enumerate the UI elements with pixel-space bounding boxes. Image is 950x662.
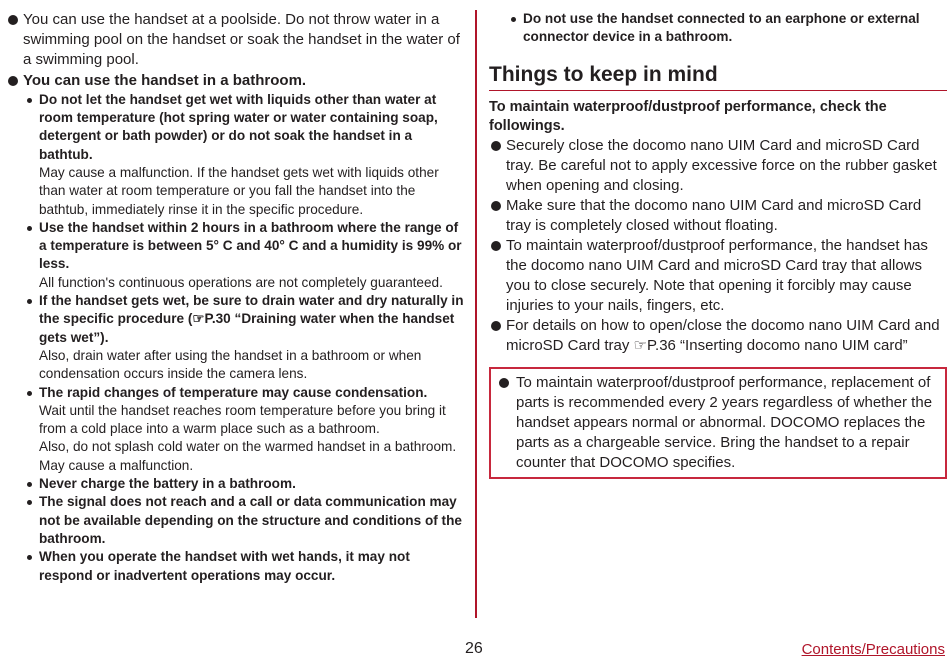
sub-item-body: Wait until the handset reaches room temperature before you bring it from a cold place into a warm place such as a bathroom. <box>39 402 446 437</box>
list-item <box>489 316 947 356</box>
list-item <box>489 196 947 236</box>
bullet-text: To maintain waterproof/dustproof performance, the handset has the docomo nano UIM Card and microSD Card tray that allows you to close securely. Note that opening it forcibly may cause injuries to your nails, fingers, etc. <box>506 236 928 314</box>
sub-item <box>8 475 466 493</box>
sub-item-body: May cause a malfunction. <box>39 457 194 473</box>
page-number: 26 <box>465 640 483 657</box>
sub-bullet-icon <box>27 98 32 103</box>
sub-item <box>8 91 466 219</box>
sub-bullet-icon <box>27 482 32 487</box>
sub-bullet-icon <box>27 299 32 304</box>
left-column <box>8 10 466 585</box>
sub-item-body: Also, drain water after using the handset in a bathroom or when condensation occurs inside the camera lens. <box>39 347 422 382</box>
sub-item <box>8 493 466 548</box>
bullet-icon <box>491 141 501 151</box>
column-divider <box>475 10 477 618</box>
bullet-icon <box>8 76 18 86</box>
sub-item <box>489 10 947 47</box>
section-heading: Things to keep in mind <box>489 62 947 91</box>
list-item <box>489 236 947 316</box>
sub-item-title: Do not let the handset get wet with liquids other than water at room temperature (hot spring water or water containing soap, detergent or bath powder) or do not soak the handset in a bathtub. <box>39 91 438 162</box>
sub-bullet-icon <box>27 391 32 396</box>
list-item <box>497 373 939 473</box>
sub-item-title: Do not use the handset connected to an earphone or external connector device in a bathroom. <box>523 11 920 45</box>
sub-item-body: Also, do not splash cold water on the warmed handset in a bathroom. <box>39 439 457 455</box>
bullet-text: You can use the handset in a bathroom. <box>23 71 307 89</box>
bullet-text: You can use the handset at a poolside. Do not throw water in a swimming pool on the handset or soak the handset in the water of a swimming pool. <box>23 11 460 69</box>
sub-item <box>8 384 466 475</box>
contents-precautions-link[interactable]: Contents/Precautions <box>801 641 945 658</box>
list-item <box>8 10 466 71</box>
sub-item <box>8 292 466 383</box>
bullet-icon <box>491 321 501 331</box>
bullet-text: Make sure that the docomo nano UIM Card and microSD Card tray is completely closed without floating. <box>506 196 922 234</box>
sub-item-title: The rapid changes of temperature may cause condensation. <box>39 384 428 400</box>
list-item <box>489 136 947 196</box>
note-box <box>489 367 947 479</box>
section-subheading: To maintain waterproof/dustproof performance, check the followings. <box>489 98 887 134</box>
sub-item <box>8 219 466 292</box>
right-column <box>489 10 947 479</box>
sub-item-body: All function's continuous operations are not completely guaranteed. <box>39 274 443 290</box>
sub-item-body: May cause a malfunction. If the handset gets wet with liquids other than water at room temperature or you fall the handset into the bathtub, immediately rinse it in the specific procedure. <box>39 165 439 217</box>
sub-item-title: When you operate the handset with wet hands, it may not respond or inadvertent operations may occur. <box>39 549 410 583</box>
sub-bullet-icon <box>27 555 32 560</box>
bullet-text: Securely close the docomo nano UIM Card and microSD Card tray. Be careful not to apply excessive force on the rubber gasket when opening and closing. <box>506 136 937 194</box>
bullet-icon <box>499 378 509 388</box>
sub-item-title: Never charge the battery in a bathroom. <box>39 476 296 492</box>
bullet-icon <box>8 15 18 25</box>
sub-bullet-icon <box>511 17 516 22</box>
bullet-icon <box>491 241 501 251</box>
bullet-icon <box>491 201 501 211</box>
sub-item <box>8 548 466 585</box>
sub-item-title[interactable]: If the handset gets wet, be sure to drain water and dry naturally in the specific procedure (☞P.30 “Draining water when the handset gets wet”). <box>39 293 464 345</box>
sub-bullet-icon <box>27 226 32 231</box>
list-item <box>8 71 466 91</box>
sub-item-title: Use the handset within 2 hours in a bathroom where the range of a temperature is between 5° C and 40° C and a humidity is 99% or less. <box>39 219 462 272</box>
bullet-text[interactable]: For details on how to open/close the docomo nano UIM Card and microSD Card tray ☞P.36 “Inserting docomo nano UIM card” <box>506 316 940 354</box>
sub-item-title: The signal does not reach and a call or data communication may not be available depending on the structure and conditions of the bathroom. <box>39 494 462 546</box>
sub-bullet-icon <box>27 500 32 505</box>
note-text: To maintain waterproof/dustproof performance, replacement of parts is recommended every 2 years regardless of whether the handset appears normal or abnormal. DOCOMO replaces the parts as a chargeable service. Bring the handset to a repair counter that DOCOMO specifies. <box>516 373 933 471</box>
